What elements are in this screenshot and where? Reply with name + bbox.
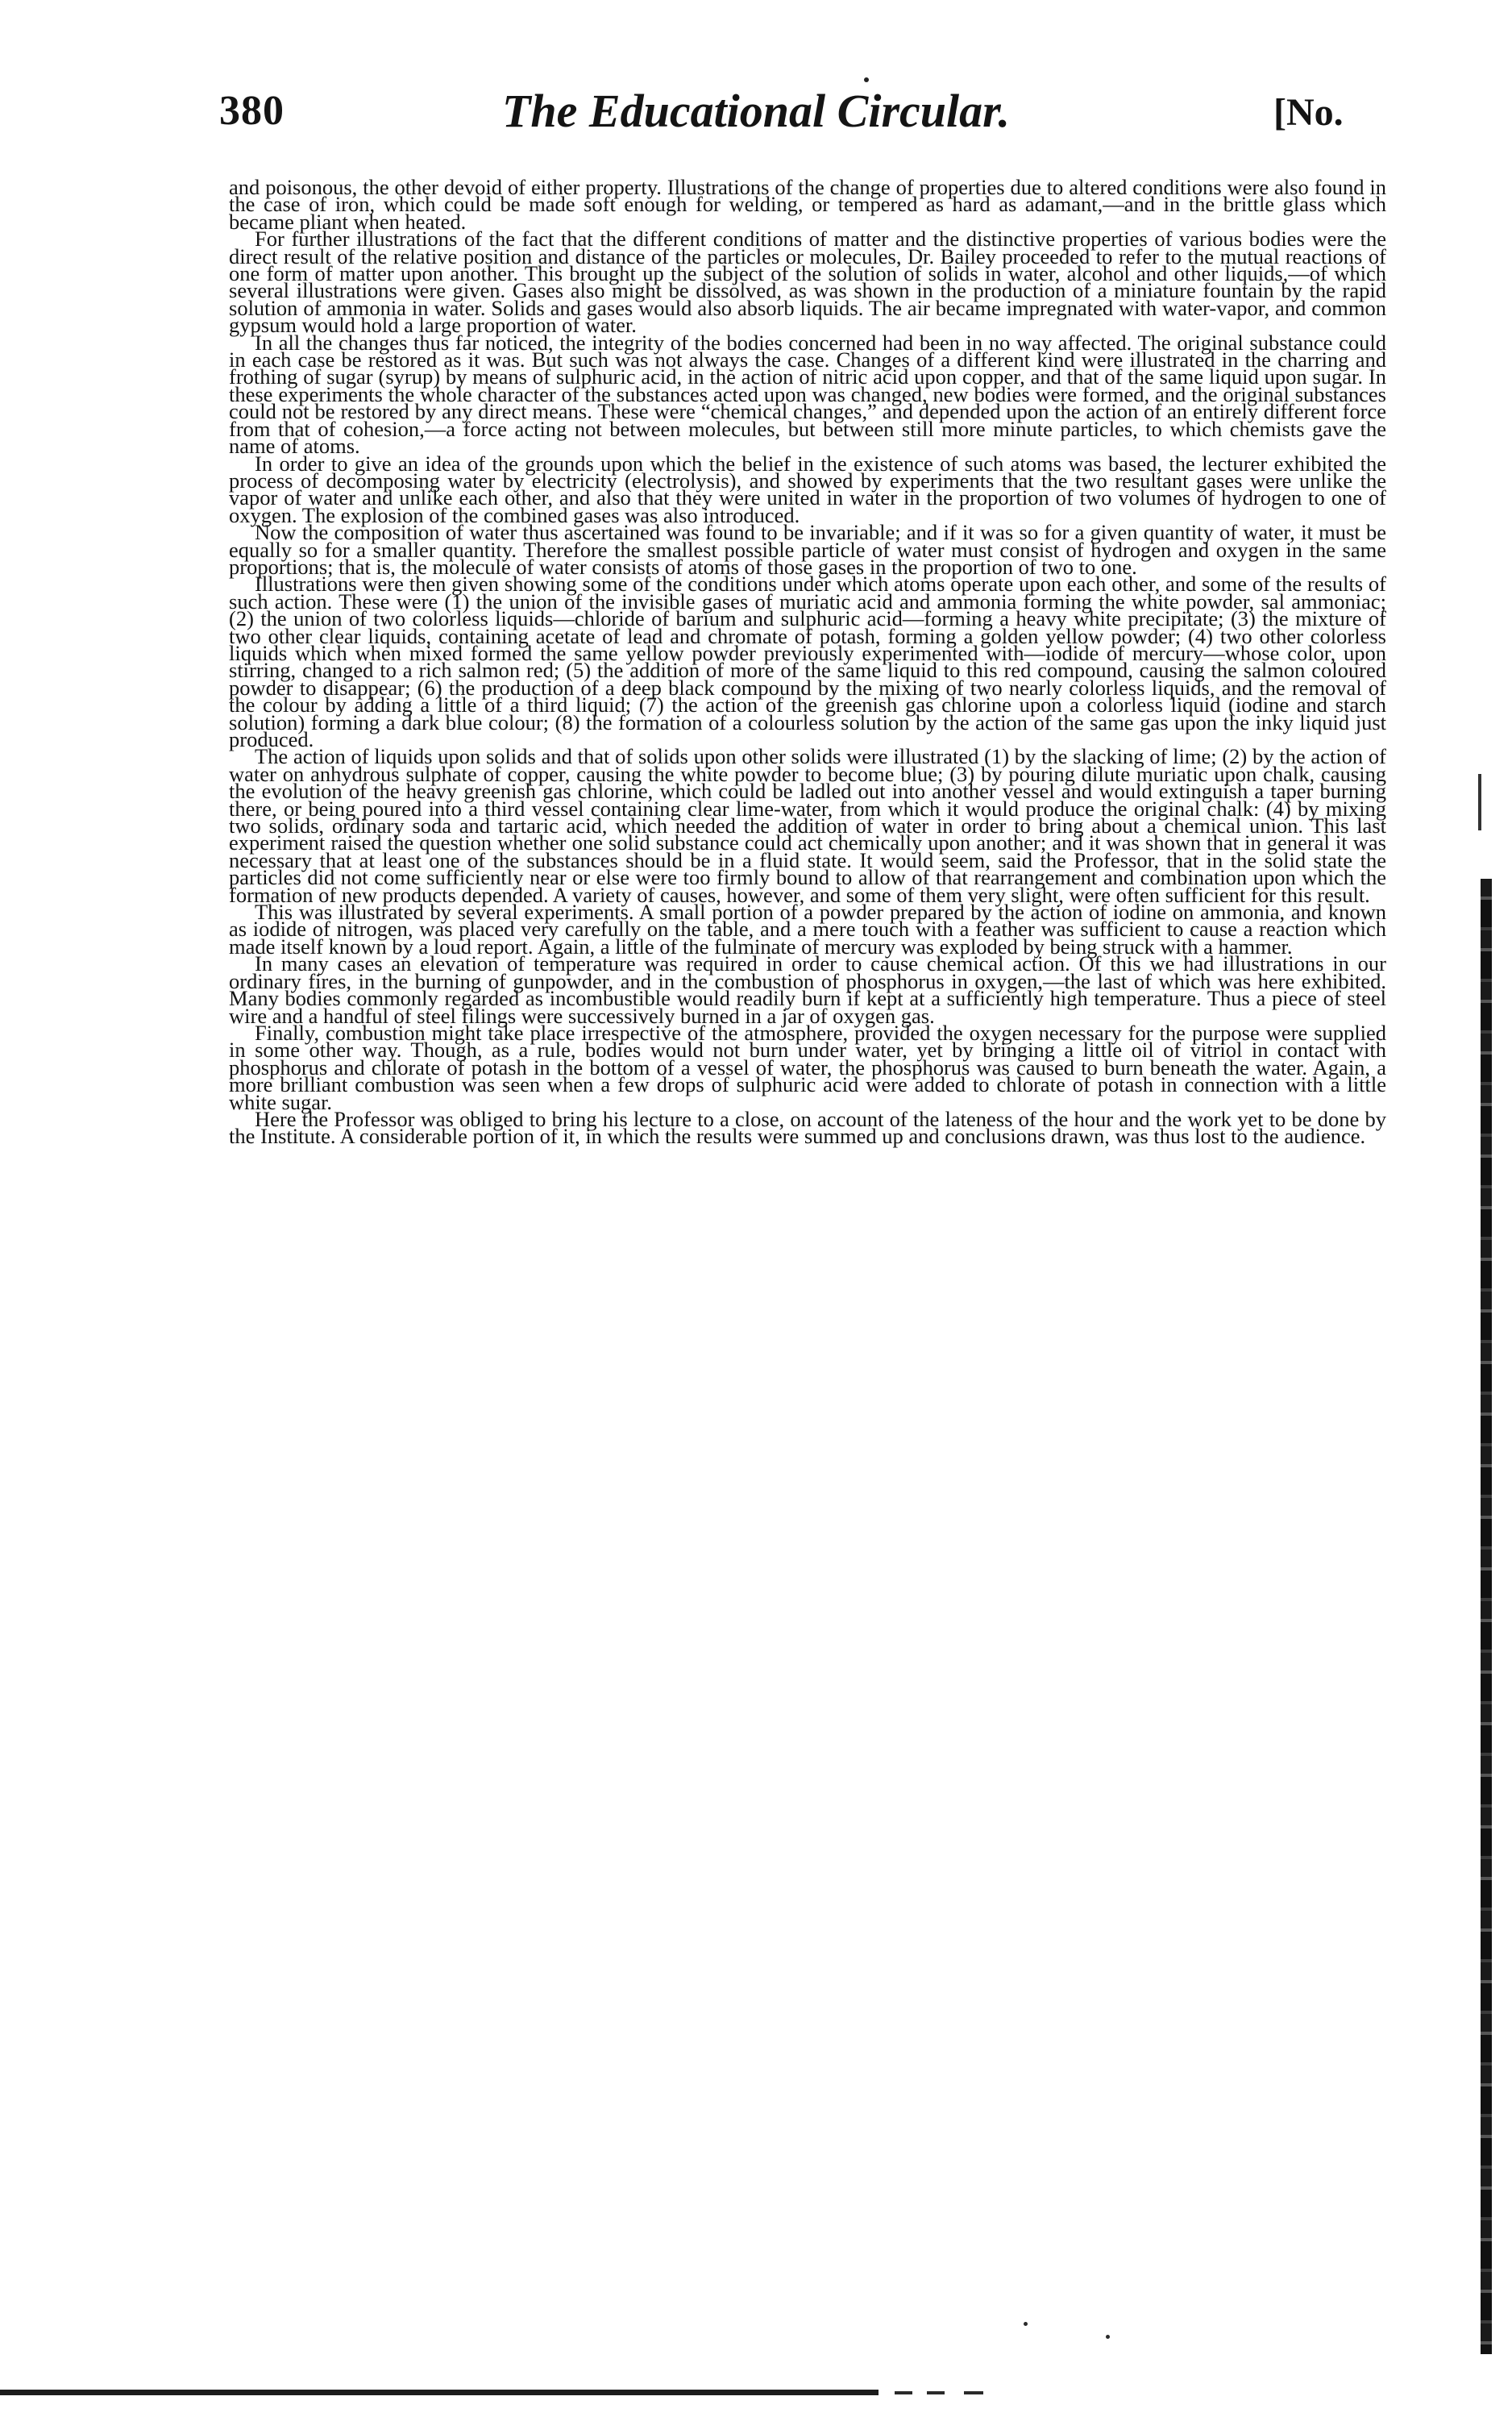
scan-bottom-dash (927, 2391, 945, 2394)
paragraph-5: Now the composition of water thus ascertained was found to be invariable; and if it was so for a given quantity of water, it must be equally so for a smaller quantity. Therefore the smallest possible particle of water must consist of hydrogen and oxygen in the same proportions; that is, the molecule of water consists of atoms of those gases in the proportion of two to one. (229, 520, 1386, 579)
article-body (229, 175, 1386, 1149)
paragraph-1: and poisonous, the other devoid of either property. Illustrations of the change of properties due to altered conditions were also found in the case of iron, which could be made soft enough for welding, or tempered as hard as adamant,—and in the brittle glass which became pliant when heated. (229, 175, 1386, 234)
paragraph-9: In many cases an elevation of temperature was required in order to cause chemical action. Of this we had illustrations in our ordinary fires, in the burning of gunpowder, and in the combustion of phosphorus in oxygen,—the last of which was here exhibited. Many bodies commonly regarded as incombustible would readily burn if kept at a sufficiently high temperature. Thus a piece of steel wire and a handful of steel filings were successively burned in a jar of oxygen gas. (229, 951, 1386, 1028)
scan-speck (1106, 2335, 1110, 2339)
paragraph-8: This was illustrated by several experiments. A small portion of a powder prepared by the action of iodine on ammonia, and known as iodide of nitrogen, was placed very carefully on the table, and a mere touch with a feather was sufficient to cause a reaction which made itself known by a loud report. Again, a little of the fulminate of mercury was exploded by being struck with a hammer. (229, 900, 1386, 959)
paragraph-4: In order to give an idea of the grounds upon which the belief in the existence of such atoms was based, the lecturer exhibited the process of decomposing water by electricity (electrolysis), and showed by experiments that the two resultant gases were unlike the vapor of water and unlike each other, and also that they were united in water in the proportion of two volumes of hydrogen to one of oxygen. The explosion of the combined gases was also introduced. (229, 451, 1386, 527)
scan-bottom-rule (0, 2390, 879, 2395)
page-number: 380 (219, 88, 285, 134)
scan-bottom-dash (964, 2391, 983, 2394)
paragraph-2: For further illustrations of the fact that the different conditions of matter and the distinctive properties of various bodies were the direct result of the relative position and distance of the particles or molecules, Dr. Bailey proceeded to refer to the mutual reactions of one form of matter upon another. This brought up the subject of the solution of solids in water, alcohol and other liquids,—of which several illustrations were given. Gases also might be dissolved, as was shown in the production of a miniature fountain by the rapid solution of ammonia in water. Solids and gases would also absorb liquids. The air became impregnated with water-vapor, and common gypsum would hold a large proportion of water. (229, 227, 1386, 338)
paragraph-3: In all the changes thus far noticed, the integrity of the bodies concerned had been in no way affected. The original substance could in each case be restored as it was. But such was not always the case. Changes of a different kind were illustrated in the charring and frothing of sugar (syrup) by means of sulphuric acid, in the action of nitric acid upon copper, and that of the same liquid upon sugar. In these experiments the whole character of the substances acted upon was changed, new bodies were formed, and the original substances could not be restored by any direct means. These were “chemical changes,” and depended upon the action of an entirely different force from that of cohesion,—a force acting not between molecules, but between still more minute particles, to which chemists gave the name of atoms. (229, 330, 1386, 459)
page-title: The Educational Circular. (501, 85, 1011, 137)
scan-edge-tick (1478, 774, 1481, 830)
issue-mark: [No. (1273, 91, 1344, 134)
paragraph-6: Illustrations were then given showing some of the conditions under which atoms operate upon each other, and some of the results of such action. These were (1) the union of the invisible gases of muriatic acid and ammonia forming the white powder, sal ammoniac; (2) the union of two colorless liquids—chloride of barium and sulphuric acid—forming a heavy white precipitate; (3) the mixture of two other clear liquids, containing acetate of lead and chromate of potash, forming a golden yellow powder; (4) two other colorless liquids which when mixed formed the same yellow powder previously experimented with—iodide of mercury—whose color, upon stirring, changed to a rich salmon red; (5) the addition of more of the same liquid to this red compound, causing the salmon coloured powder to disappear; (6) the production of a deep black compound by the mixing of two nearly colorless liquids, and the removal of the colour by adding a little of a third liquid; (7) the action of the greenish gas chlorine upon a colorless liquid (iodine and starch solution) forming a dark blue colour; (8) the formation of a colourless solution by the action of the same gas upon the inky liquid just produced. (229, 572, 1386, 751)
paragraph-11: Here the Professor was obliged to bring his lecture to a close, on account of the lateness of the hour and the work yet to be done by the Institute. A considerable portion of it, in which the results were summed up and conclusions drawn, was thus lost to the audience. (229, 1106, 1386, 1149)
paragraph-10: Finally, combustion might take place irrespective of the atmosphere, provided the oxygen necessary for the purpose were supplied in some other way. Though, as a rule, bodies would not burn under water, yet by bringing a little oil of vitriol in contact with phosphorus and chlorate of potash in the bottom of a vessel of water, the phosphorus was caused to burn beneath the water. Again, a more brilliant combustion was seen when a few drops of sulphuric acid were added to chlorate of potash in connection with a little white sugar. (229, 1020, 1386, 1114)
scan-speck (1024, 2322, 1028, 2326)
scan-binding-edge (1481, 879, 1492, 2354)
paragraph-7: The action of liquids upon solids and that of solids upon other solids were illustrated (1) by the slacking of lime; (2) by the action of water on anhydrous sulphate of copper, causing the white powder to become blue; (3) by pouring dilute muriatic upon chalk, causing the evolution of the heavy greenish gas chlorine, which could be ladled out into another vessel and would extinguish a taper burning there, or being poured into a third vessel containing clear lime-water, from which it would produce the original chalk: (4) by mixing two solids, ordinary soda and tartaric acid, which needed the addition of water in order to bring about a chemical union. This last experiment raised the question whether one solid substance could act chemically upon another; and it was shown that in general it was necessary that at least one of the substances should be in a fluid state. It would seem, said the Professor, that in the solid state the particles did not come sufficiently near or else were too firmly bound to allow of that rearrangement and combination upon which the formation of new products depended. A variety of causes, however, and some of them very slight, were often sufficient for this result. (229, 744, 1386, 907)
scan-bottom-dash (895, 2391, 912, 2394)
printer-dot (864, 77, 869, 82)
